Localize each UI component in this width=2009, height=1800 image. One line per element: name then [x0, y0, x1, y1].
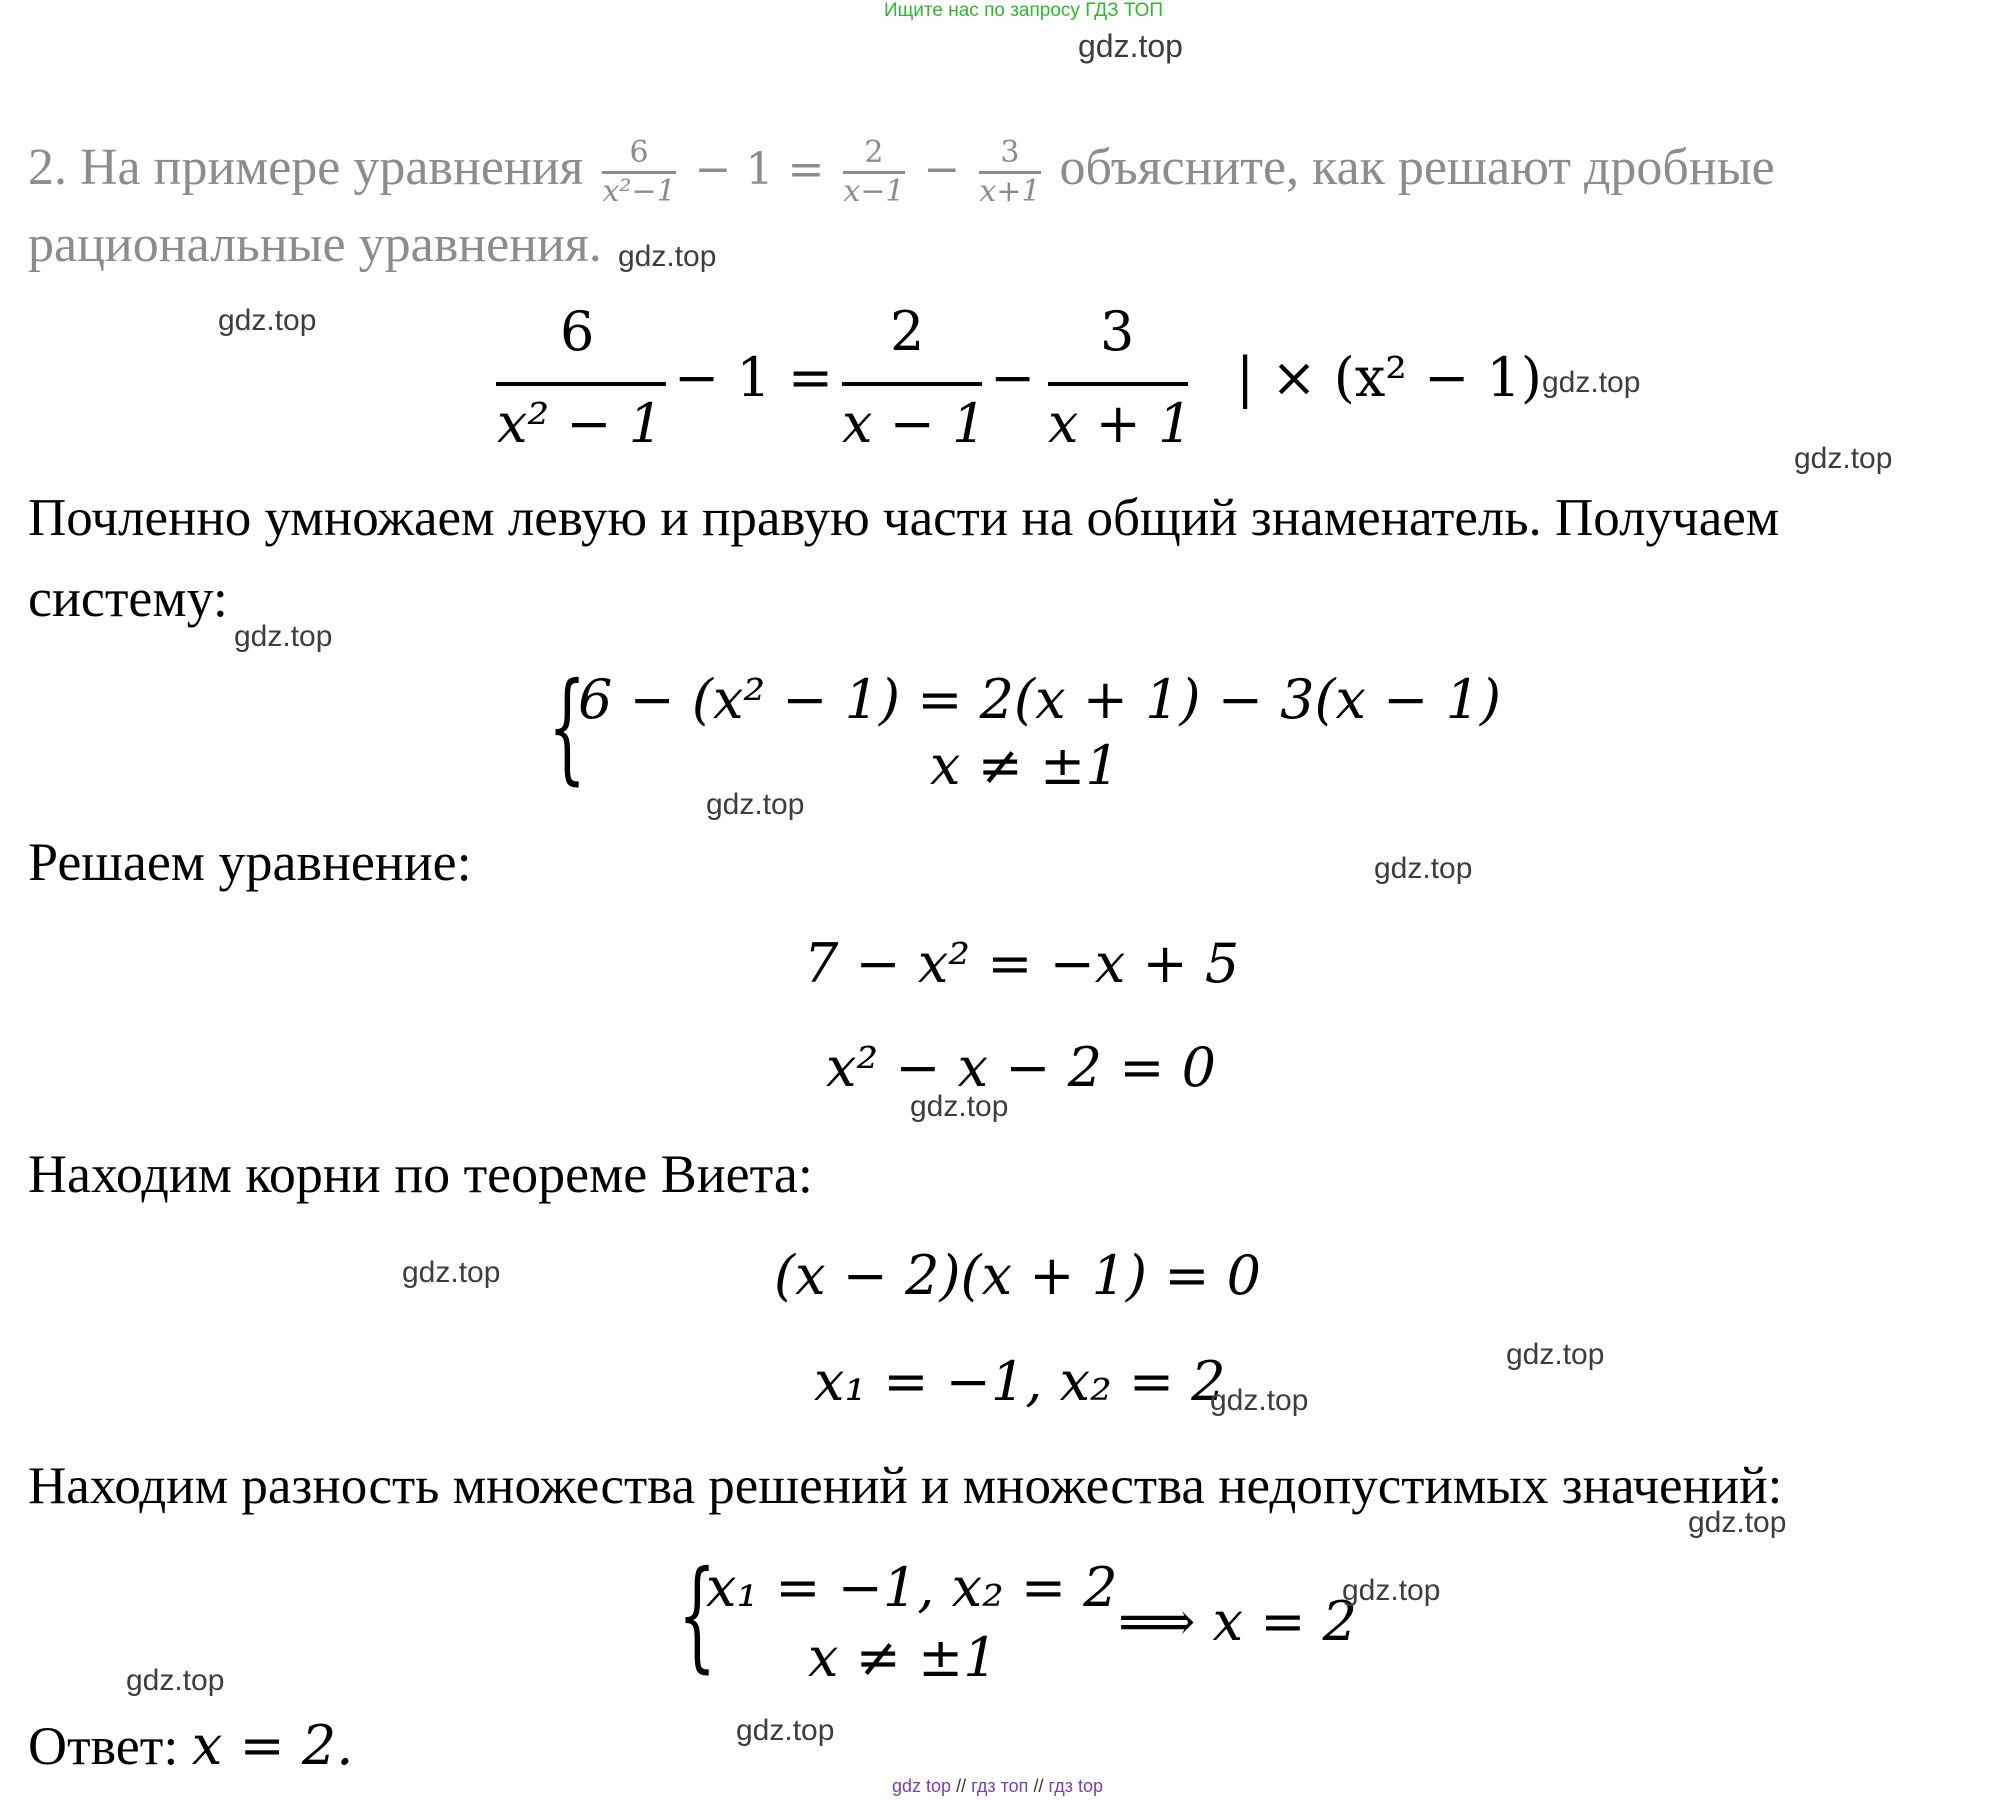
system2-brace: {: [678, 1546, 717, 1685]
heading-fraction-1: [602, 135, 675, 210]
system1-row1: 6 − (x² − 1) = 2(x + 1) − 3(x − 1): [578, 668, 1502, 731]
eq1-minus: −: [990, 346, 1036, 409]
fraction-denominator: x+1: [979, 173, 1041, 209]
text-difference: Находим разность множества решений и множества недопустимых значений:: [28, 1457, 1783, 1515]
watermark: gdz.top: [1794, 442, 1893, 475]
watermark: gdz.top: [1688, 1506, 1787, 1539]
eq5: x₁ = −1, x₂ = 2: [814, 1350, 1226, 1413]
system2-row2: x ≠ ±1: [808, 1626, 998, 1689]
watermark: gdz.top: [402, 1256, 501, 1289]
system1-brace: {: [548, 658, 587, 797]
search-hint: Ищите нас по запросу ГДЗ ТОП: [884, 0, 1164, 21]
site-name[interactable]: gdz.top: [1078, 28, 1183, 64]
answer: [28, 1706, 353, 1782]
eq1-mid: − 1 =: [674, 346, 834, 409]
footer-separator: //: [956, 1776, 967, 1796]
eq1-f1-den: x² − 1: [497, 392, 664, 455]
task-lead: На примере уравнения: [80, 139, 584, 196]
fraction-numerator: 2: [843, 135, 904, 174]
watermark: gdz.top: [1210, 1384, 1309, 1417]
watermark: gdz.top: [218, 304, 317, 337]
system1-row2: x ≠ ±1: [930, 734, 1120, 797]
fraction-denominator: x−1: [843, 173, 905, 209]
eq1-f3-den: x + 1: [1048, 392, 1193, 455]
watermark: gdz.top: [234, 620, 333, 653]
eq4: (x − 2)(x + 1) = 0: [774, 1244, 1261, 1307]
watermark: gdz.top: [1542, 366, 1641, 399]
fraction-numerator: 3: [979, 135, 1040, 174]
fraction-numerator: 6: [602, 135, 675, 174]
heading-fraction-2: [843, 135, 904, 210]
heading-minus: −: [923, 144, 961, 195]
eq3: x² − x − 2 = 0: [826, 1036, 1216, 1099]
system2-row1: x₁ = −1, x₂ = 2: [706, 1556, 1118, 1619]
eq1-f2-num: 2: [890, 300, 925, 363]
answer-label: Ответ:: [28, 1716, 179, 1776]
fraction-denominator: x²−1: [602, 173, 676, 209]
task-heading-line2: рациональные уравнения.: [28, 216, 602, 273]
text-multiply: Почленно умножаем левую и правую части на общий знаменатель. Получаем: [28, 489, 1780, 547]
watermark: gdz.top: [910, 1090, 1009, 1123]
footer-link-gdz-top-mixed[interactable]: гдз top: [1048, 1776, 1104, 1796]
heading-fraction-3: [979, 135, 1040, 210]
eq1-multiplier: | × (x² − 1): [1236, 346, 1542, 409]
system2-result: ⟹ x = 2: [1118, 1590, 1357, 1653]
task-number: 2.: [28, 139, 67, 196]
footer-separator: //: [1033, 1776, 1044, 1796]
eq1-f3-bar: [1048, 382, 1188, 386]
task-tail: объясните, как решают дробные: [1059, 139, 1775, 196]
eq1-f1-bar: [496, 382, 666, 386]
watermark: gdz.top: [706, 788, 805, 821]
watermark: gdz.top: [126, 1664, 225, 1697]
heading-minus-one: − 1 =: [694, 144, 825, 195]
footer-links: [892, 1776, 1103, 1797]
text-system: систему:: [28, 568, 228, 628]
text-vieta: Находим корни по теореме Виета:: [28, 1144, 813, 1204]
eq1-f2-den: x − 1: [842, 392, 987, 455]
watermark: gdz.top: [1506, 1338, 1605, 1371]
watermark: gdz.top: [1342, 1574, 1441, 1607]
answer-value: x = 2.: [191, 1714, 354, 1777]
eq1-f2-bar: [842, 382, 982, 386]
task-heading: [28, 118, 1775, 218]
text-solve: Решаем уравнение:: [28, 832, 472, 892]
watermark: gdz.top: [1374, 852, 1473, 885]
eq1-f1-num: 6: [560, 300, 595, 363]
footer-link-gdz-top[interactable]: gdz top: [892, 1776, 952, 1796]
eq1-f3-num: 3: [1100, 300, 1135, 363]
watermark: gdz.top: [618, 240, 717, 273]
eq2: 7 − x² = −x + 5: [804, 932, 1240, 995]
footer-link-gdz-top-ru[interactable]: гдз топ: [971, 1776, 1029, 1796]
watermark: gdz.top: [736, 1714, 835, 1747]
